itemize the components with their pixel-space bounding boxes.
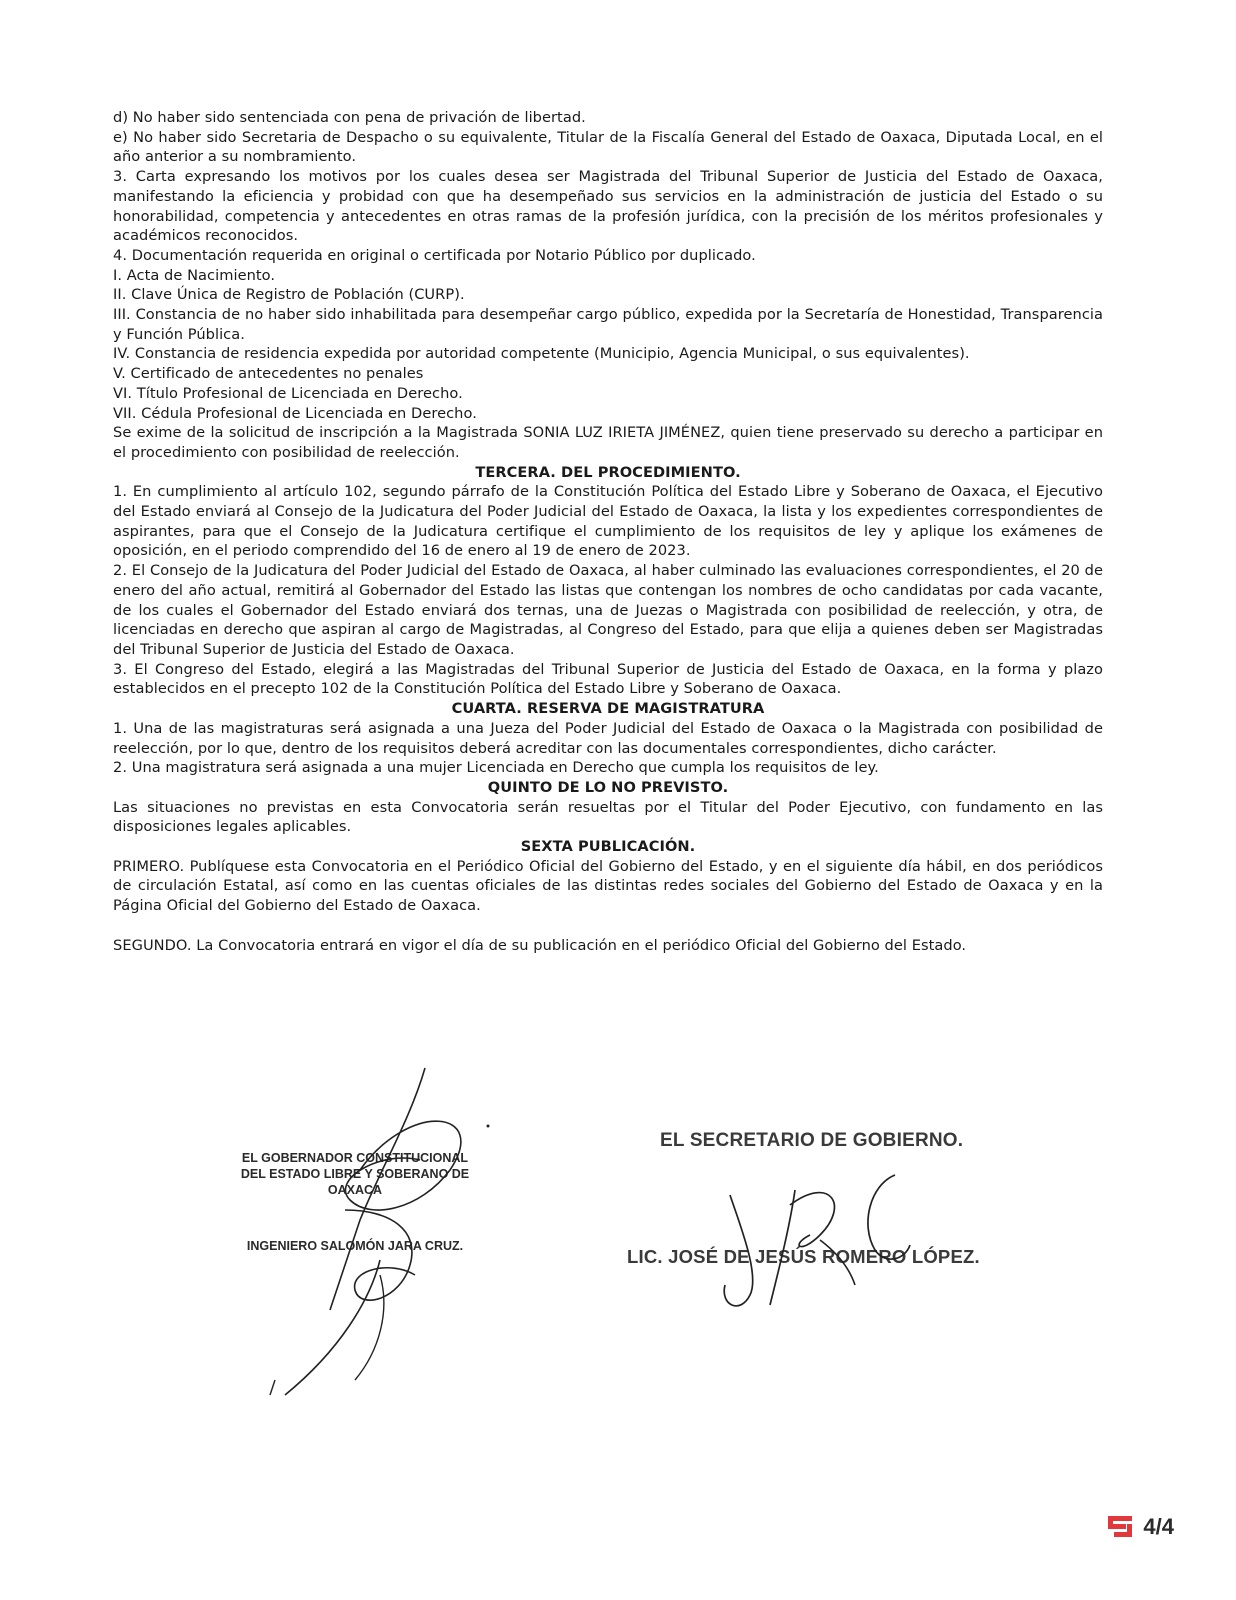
paragraph-spacer — [113, 916, 1103, 936]
body-paragraph: 4. Documentación requerida en original o certificada por Notario Público por duplicado. — [113, 246, 756, 264]
body-paragraph: VII. Cédula Profesional de Licenciada en Derecho. — [113, 404, 477, 422]
body-paragraph: III. Constancia de no haber sido inhabilitada para desempeñar cargo público, expedida por la Secretaría de Honestidad, Transparencia y Función Pública. — [113, 306, 1103, 343]
governor-title-line: OAXACA — [327, 1183, 383, 1197]
section-heading: CUARTA. RESERVA DE MAGISTRATURA — [451, 700, 765, 718]
secretary-title: EL SECRETARIO DE GOBIERNO. — [660, 1130, 964, 1151]
body-paragraph: 2. Una magistratura será asignada a una mujer Licenciada en Derecho que cumpla los requisitos de ley. — [113, 759, 879, 777]
governor-signature-block — [215, 1150, 495, 1254]
body-paragraph: II. Clave Única de Registro de Población (CURP). — [113, 286, 465, 304]
page-number: 4/4 — [1143, 1514, 1174, 1539]
body-paragraph: V. Certificado de antecedentes no penales — [113, 365, 424, 383]
body-paragraph: Las situaciones no previstas en esta Convocatoria serán resueltas por el Titular del Poder Ejecutivo, con fundamento en las disposiciones legales aplicables. — [113, 798, 1103, 836]
body-paragraph: e) No haber sido Secretaria de Despacho o su equivalente, Titular de la Fiscalía General del Estado de Oaxaca, Diputada Local, en el año anterior a su nombramiento. — [113, 128, 1103, 166]
body-paragraph: 1. Una de las magistraturas será asignada a una Jueza del Poder Judicial del Estado de Oaxaca o la Magistrada con posibilidad de reelección, por lo que, dentro de los requisitos deberá acreditar con las documentales correspondientes, dicho carácter. — [113, 719, 1103, 757]
body-paragraph: I. Acta de Nacimiento. — [113, 266, 276, 284]
section-heading: SEXTA PUBLICACIÓN. — [520, 838, 696, 856]
body-paragraph: SEGUNDO. La Convocatoria entrará en vigor el día de su publicación en el periódico Oficial del Gobierno del Estado. — [113, 936, 967, 954]
secretary-signature-icon — [700, 1165, 920, 1325]
body-paragraph: 2. El Consejo de la Judicatura del Poder Judicial del Estado de Oaxaca, al haber culminado las evaluaciones correspondientes, el 20 de enero del año actual, remitirá al Gobernador del Estado las listas que contengan los nombres de ocho candidatas por cada vacante, de los cuales el Gobernador del Estado enviará dos ternas, una de Juezas o Magistrada con posibilidad de reelección, y otra, de licenciadas en derecho que aspiran al cargo de Magistradas, al Congreso del Estado, para que elija a quienes deben ser Magistradas del Tribunal Superior de Justicia del Estado de Oaxaca. — [113, 562, 1103, 658]
body-paragraph: 3. El Congreso del Estado, elegirá a las Magistradas del Tribunal Superior de Justicia del Estado de Oaxaca, en la forma y plazo establecidos en el precepto 102 de la Constitución Política del Estado Libre y Soberano de Oaxaca. — [113, 660, 1103, 698]
document-body — [113, 108, 1103, 955]
body-paragraph: IV. Constancia de residencia expedida por autoridad competente (Municipio, Agencia Municipal, o sus equivalentes). — [113, 345, 970, 363]
body-paragraph: PRIMERO. Publíquese esta Convocatoria en el Periódico Oficial del Gobierno del Estado, y en el siguiente día hábil, en dos periódicos de circulación Estatal, así como en las cuentas oficiales de las distintas redes sociales del Gobierno del Estado de Oaxaca y en la Página Oficial del Gobierno del Estado de Oaxaca. — [113, 857, 1103, 915]
section-heading: TERCERA. DEL PROCEDIMIENTO. — [475, 463, 741, 481]
body-paragraph: 1. En cumplimiento al artículo 102, segundo párrafo de la Constitución Política del Estado Libre y Soberano de Oaxaca, el Ejecutivo del Estado enviará al Consejo de la Judicatura del Poder Judicial del Estado de Oaxaca, la lista y los expedientes correspondientes de aspirantes, para que el Consejo de la Judicatura certifique el cumplimiento de los requisitos de ley y aplique los exámenes de oposición, en el periodo comprendido del 16 de enero al 19 de enero de 2023. — [113, 483, 1103, 560]
page-footer — [1107, 1514, 1174, 1540]
body-paragraph: Se exime de la solicitud de inscripción a la Magistrada SONIA LUZ IRIETA JIMÉNEZ, quien tiene preservado su derecho a participar en el procedimiento con posibilidad de reelección. — [113, 424, 1103, 461]
publisher-logo-icon — [1107, 1514, 1133, 1540]
secretary-name: LIC. JOSÉ DE JESÚS ROMERO LÓPEZ. — [627, 1246, 980, 1267]
body-paragraph: VI. Título Profesional de Licenciada en Derecho. — [113, 384, 463, 402]
governor-name: INGENIERO SALOMÓN JARA CRUZ. — [246, 1239, 464, 1253]
body-paragraph: d) No haber sido sentenciada con pena de privación de libertad. — [113, 109, 586, 126]
section-heading: QUINTO DE LO NO PREVISTO. — [487, 778, 729, 796]
governor-title-line: EL GOBERNADOR CONSTITUCIONAL — [241, 1151, 469, 1165]
body-paragraph: 3. Carta expresando los motivos por los cuales desea ser Magistrada del Tribunal Superior de Justicia del Estado de Oaxaca, manifestando la eficiencia y probidad con que ha desempeñado sus servicios en la administración de justicia del Estado o su honorabilidad, competencia y antecedentes en otras ramas de la profesión jurídica, con la precisión de los méritos profesionales y académicos reconocidos. — [113, 168, 1103, 245]
governor-title-line: DEL ESTADO LIBRE Y SOBERANO DE — [240, 1167, 470, 1181]
